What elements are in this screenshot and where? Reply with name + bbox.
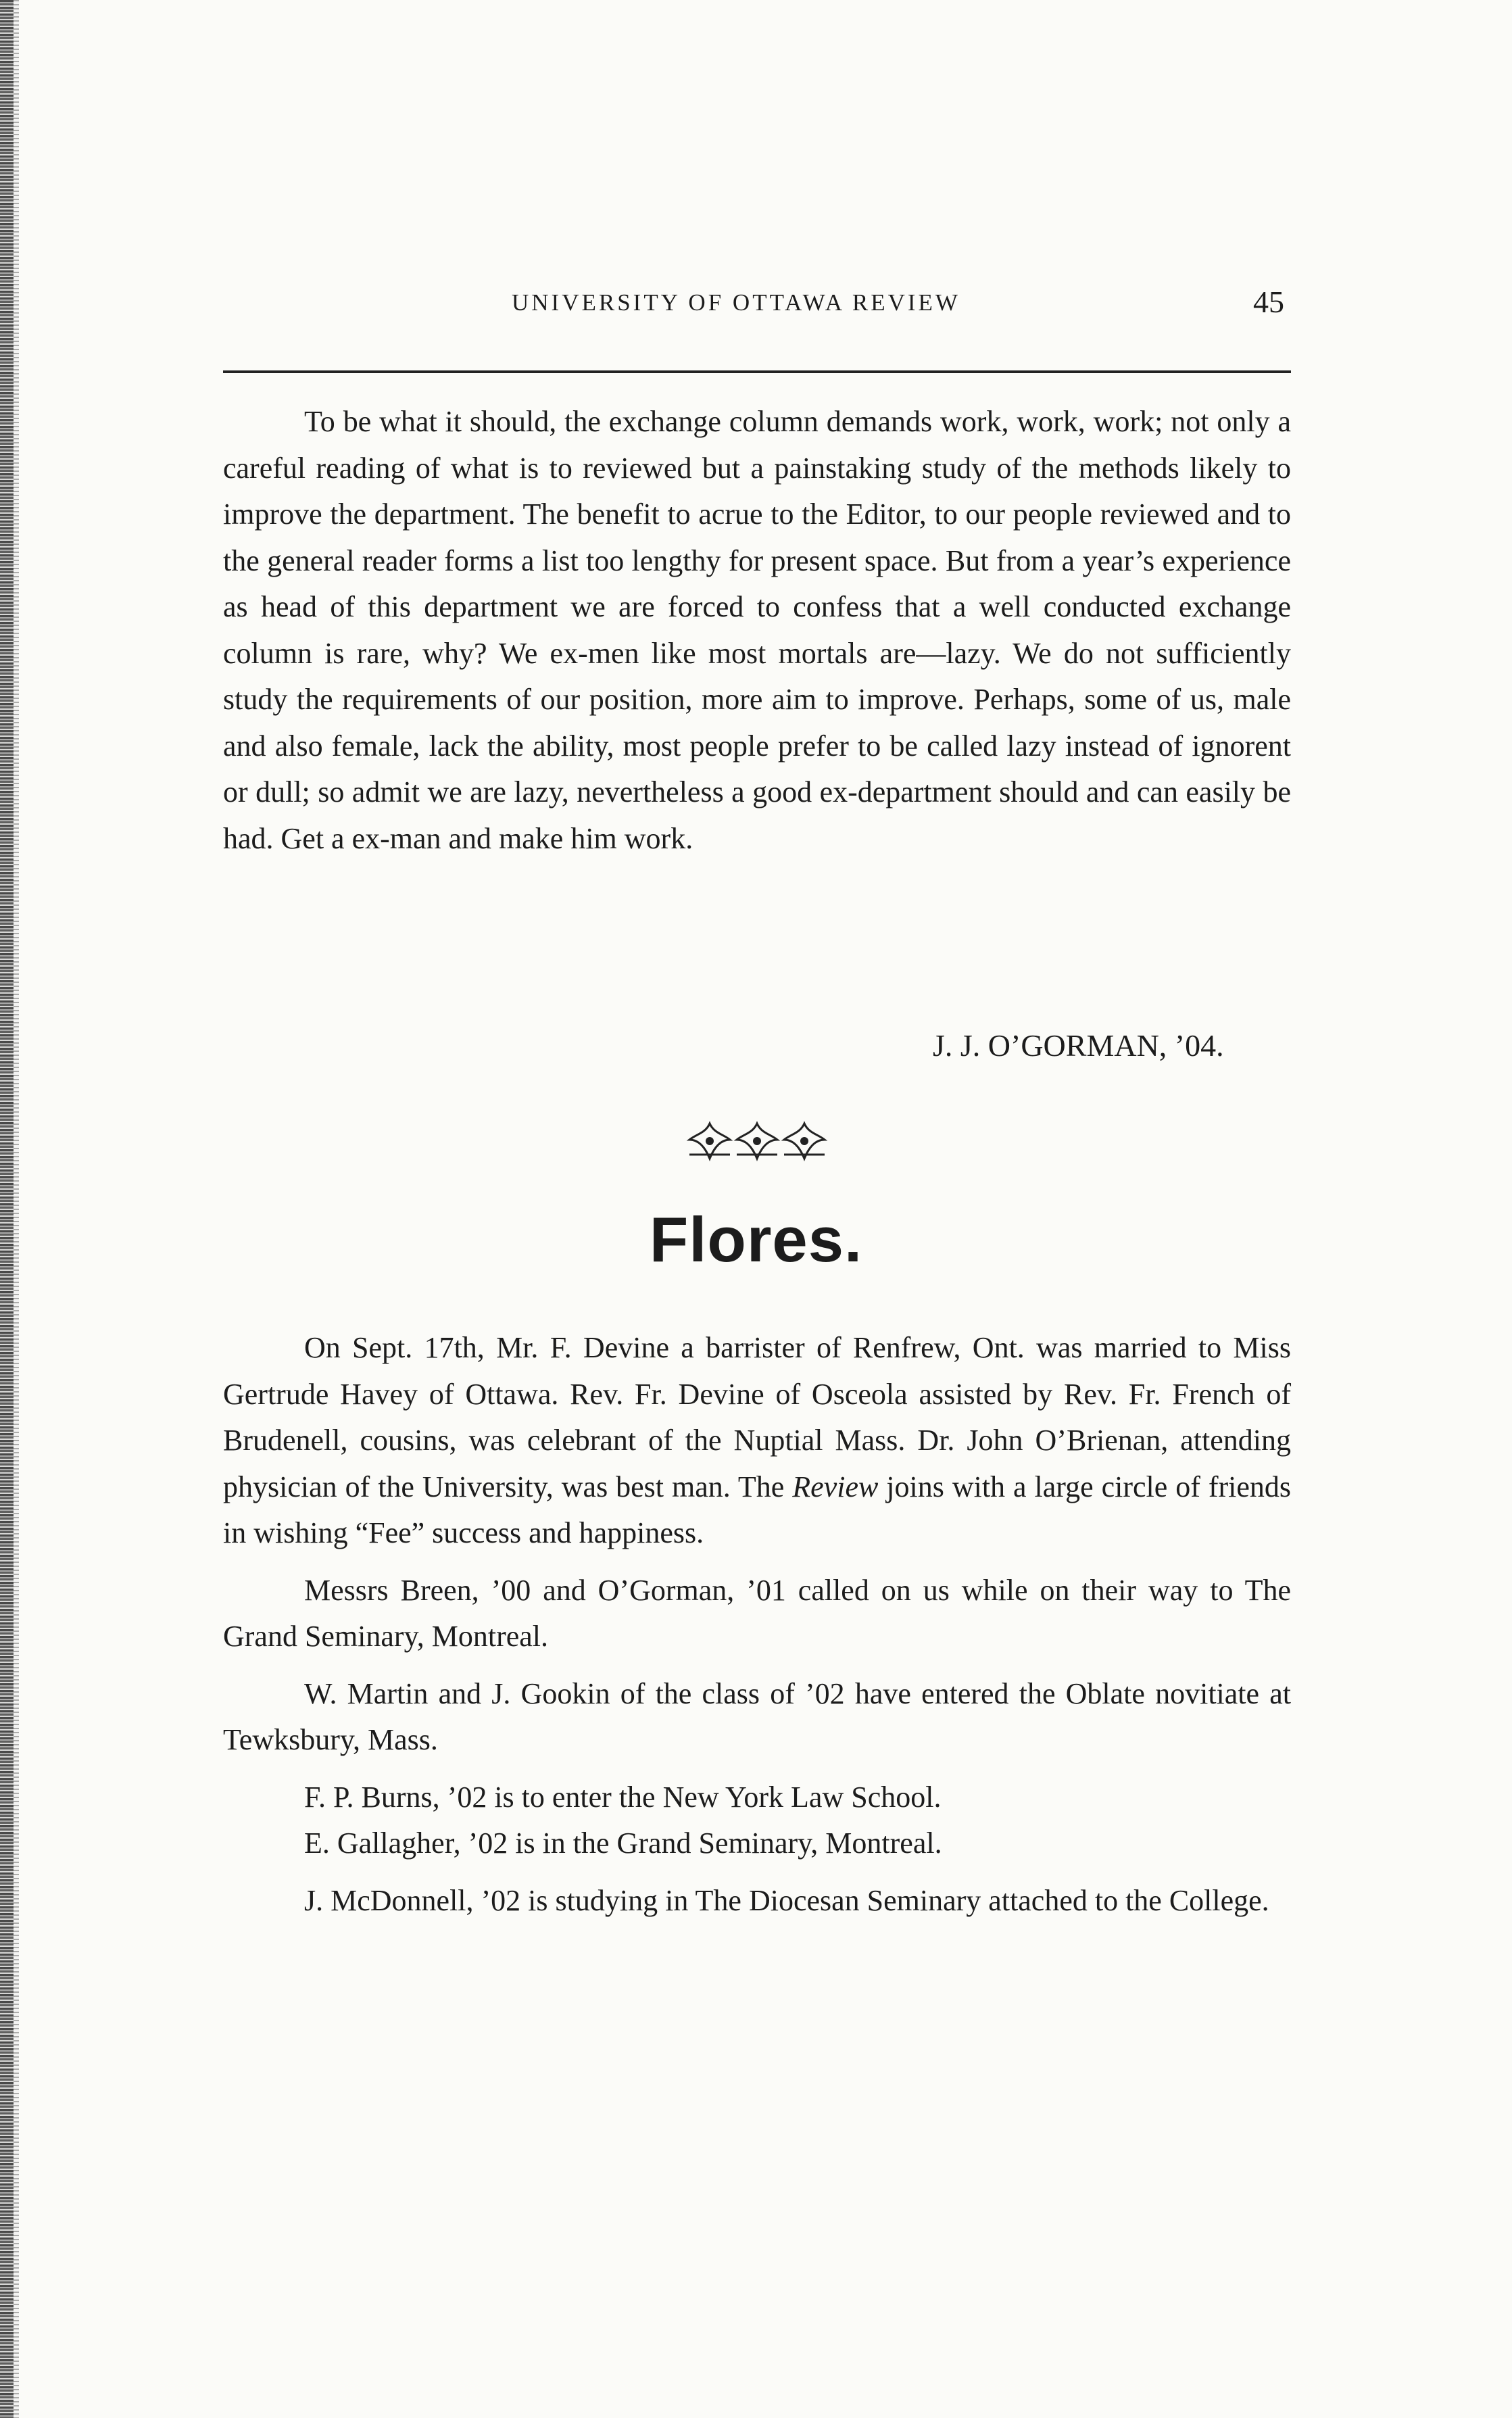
exchange-column-text <box>223 399 1291 862</box>
note-devine-wedding: On Sept. 17th, Mr. F. Devine a barrister of Renfrew, Ont. was married to Miss Gertrude Havey of Ottawa. Rev. Fr. Devine of Osceola assisted by Rev. Fr. French of Brudenell, cousins, was celebrant of the Nuptial Mass. Dr. John O’Brienan, attending physician of the University, was best man. The Review joins with a large circle of friends in wishing “Fee” success and happiness. <box>223 1331 1292 1549</box>
floral-ornament-icon <box>686 1117 828 1168</box>
review-title: Review <box>792 1470 879 1503</box>
note-breen-ogorman: Messrs Breen, ’00 and O’Gorman, ’01 called on us while on their way to The Grand Seminary, Montreal. <box>223 1573 1291 1653</box>
running-head: UNIVERSITY OF OTTAWA REVIEW <box>512 289 960 316</box>
note-martin-gookin: W. Martin and J. Gookin of the class of ’02 have entered the Oblate novitiate at Tewksbury, Mass. <box>223 1676 1291 1756</box>
page-header <box>223 285 1291 337</box>
exchange-paragraph: To be what it should, the exchange column demands work, work, work; not only a careful reading of what is to reviewed but a painstaking study of the methods likely to improve the department. The benefit to acrue to the Editor, to our people reviewed and to the general reader forms a list too lengthy for present space. But from a year’s experience as head of this department we are forced to confess that a well conducted exchange column is rare, why? We ex-men like most mortals are—lazy. We do not sufficiently study the requirements of our position, more aim to improve. Perhaps, some of us, male and also female, lack the ability, most people prefer to be called lazy instead of ignorent or dull; so admit we are lazy, nevertheless a good ex-department should and can easily be had. Get a ex-man and make him work. <box>223 405 1291 855</box>
note-mcdonnell: J. McDonnell, ’02 is studying in The Diocesan Seminary attached to the College. <box>304 1883 1269 1917</box>
page-number: 45 <box>1253 285 1284 319</box>
note-gallagher: E. Gallagher, ’02 is in the Grand Seminary, Montreal. <box>304 1827 942 1860</box>
note-burns: F. P. Burns, ’02 is to enter the New York Law School. <box>304 1780 942 1814</box>
header-rule <box>223 370 1291 373</box>
flores-notes <box>223 1325 1291 1935</box>
author-signature: J. J. O’GORMAN, ’04. <box>933 1028 1224 1063</box>
section-title-flores: Flores. <box>649 1204 863 1275</box>
